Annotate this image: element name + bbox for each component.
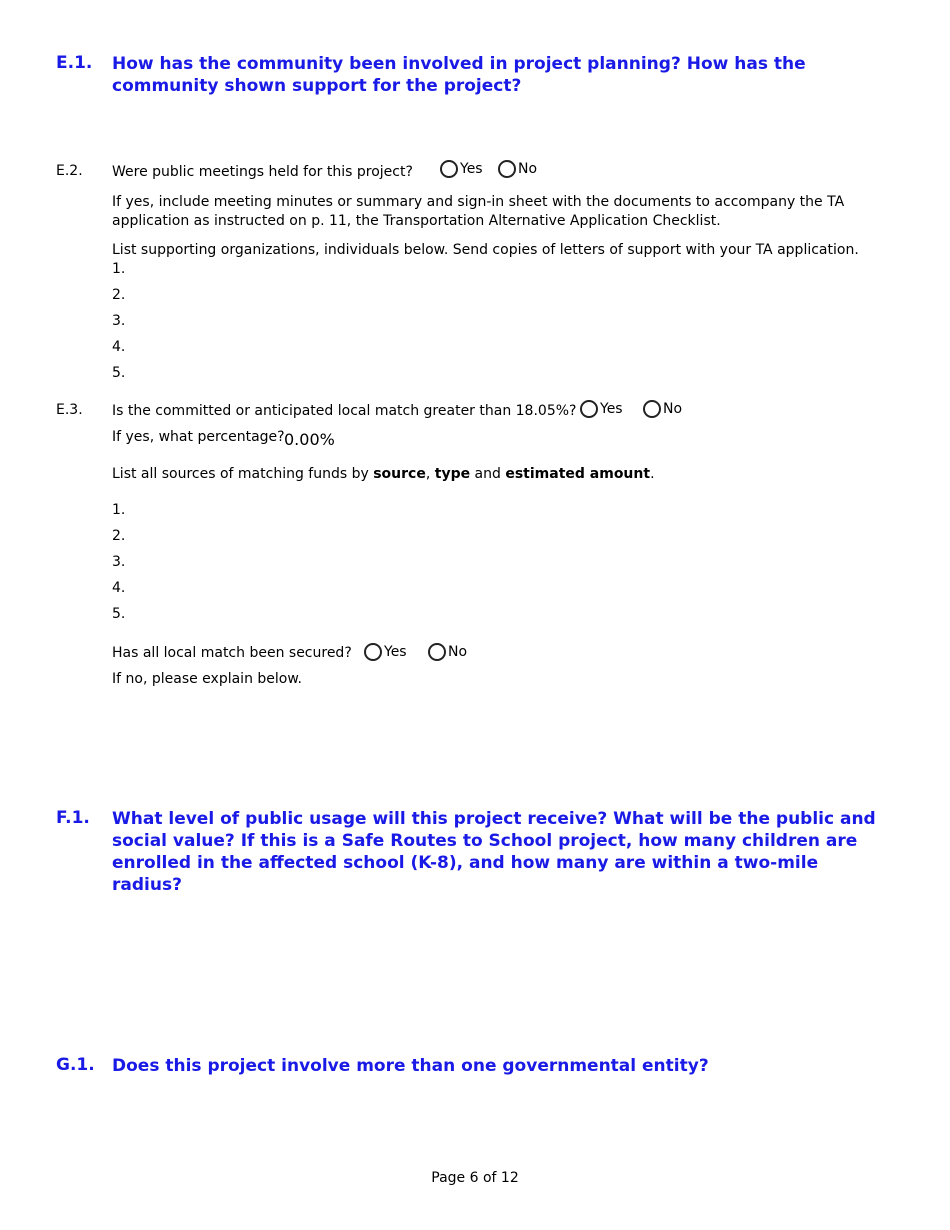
e3-question: Is the committed or anticipated local match greater than 18.05%?: [112, 403, 577, 419]
g1-question: Does this project involve more than one governmental entity?: [112, 1056, 709, 1076]
e3-no-radio[interactable]: [643, 400, 682, 418]
sources-prefix: List all sources of matching funds by: [112, 466, 374, 482]
e3-sources-instruction: [112, 465, 655, 484]
e2-question: Were public meetings held for this project?: [112, 164, 413, 180]
e3-secured-no-label: No: [448, 644, 468, 660]
e3-list-item-3: 3.: [112, 554, 126, 570]
e3-list-item-5: 5.: [112, 606, 126, 622]
e3-list-item-4: 4.: [112, 580, 126, 596]
e3-no-label: No: [663, 401, 683, 417]
sources-sep-2: and: [470, 466, 506, 482]
sources-bold-amount: estimated amount: [505, 466, 651, 482]
e2-number: E.2.: [56, 163, 83, 179]
radio-circle-icon[interactable]: [498, 160, 516, 178]
e3-number: E.3.: [56, 402, 83, 418]
e1-question: How has the community been involved in project planning? How has the community shown support for the project?: [112, 54, 806, 96]
radio-circle-icon[interactable]: [580, 400, 598, 418]
e3-percentage-field[interactable]: 0.00%: [284, 430, 335, 449]
e3-list-item-1: 1.: [112, 502, 126, 518]
e3-explain: If no, please explain below.: [112, 671, 302, 687]
sources-sep-1: ,: [425, 466, 435, 482]
e2-yes-radio[interactable]: [440, 160, 483, 178]
radio-circle-icon[interactable]: [440, 160, 458, 178]
e2-list-item-2: 2.: [112, 287, 126, 303]
sources-suffix: .: [650, 466, 655, 482]
e3-secured-no-radio[interactable]: [428, 643, 467, 661]
e1-number: E.1.: [56, 53, 93, 73]
e2-support-instruction: List supporting organizations, individuals below. Send copies of letters of support with your TA application.: [112, 242, 859, 258]
radio-circle-icon[interactable]: [643, 400, 661, 418]
e2-list-item-1: 1.: [112, 261, 126, 277]
sources-bold-source: source: [373, 466, 426, 482]
f1-question: What level of public usage will this project receive? What will be the public and social value? If this is a Safe Routes to School project, how many children are enrolled in the affected school (K-8), and how many are within a two-mile radius?: [112, 809, 876, 895]
g1-number: G.1.: [56, 1055, 95, 1075]
e3-yes-label: Yes: [600, 401, 623, 417]
e2-list-item-3: 3.: [112, 313, 126, 329]
e2-instruction: If yes, include meeting minutes or summary and sign-in sheet with the documents to accompany the TA application as instructed on p. 11, the Transportation Alternative Application Checklist.: [112, 194, 845, 229]
e2-list-item-4: 4.: [112, 339, 126, 355]
e3-secured-yes-label: Yes: [384, 644, 407, 660]
e2-no-label: No: [518, 161, 538, 177]
e3-percentage-label: If yes, what percentage?: [112, 429, 285, 445]
e3-list-item-2: 2.: [112, 528, 126, 544]
e2-list-item-5: 5.: [112, 365, 126, 381]
radio-circle-icon[interactable]: [364, 643, 382, 661]
e3-secured-yes-radio[interactable]: [364, 643, 407, 661]
page-number: Page 6 of 12: [431, 1170, 519, 1186]
radio-circle-icon[interactable]: [428, 643, 446, 661]
e2-no-radio[interactable]: [498, 160, 537, 178]
e3-yes-radio[interactable]: [580, 400, 623, 418]
sources-bold-type: type: [434, 466, 471, 482]
e3-secured-question: Has all local match been secured?: [112, 645, 352, 661]
f1-number: F.1.: [56, 808, 90, 828]
e2-yes-label: Yes: [460, 161, 483, 177]
